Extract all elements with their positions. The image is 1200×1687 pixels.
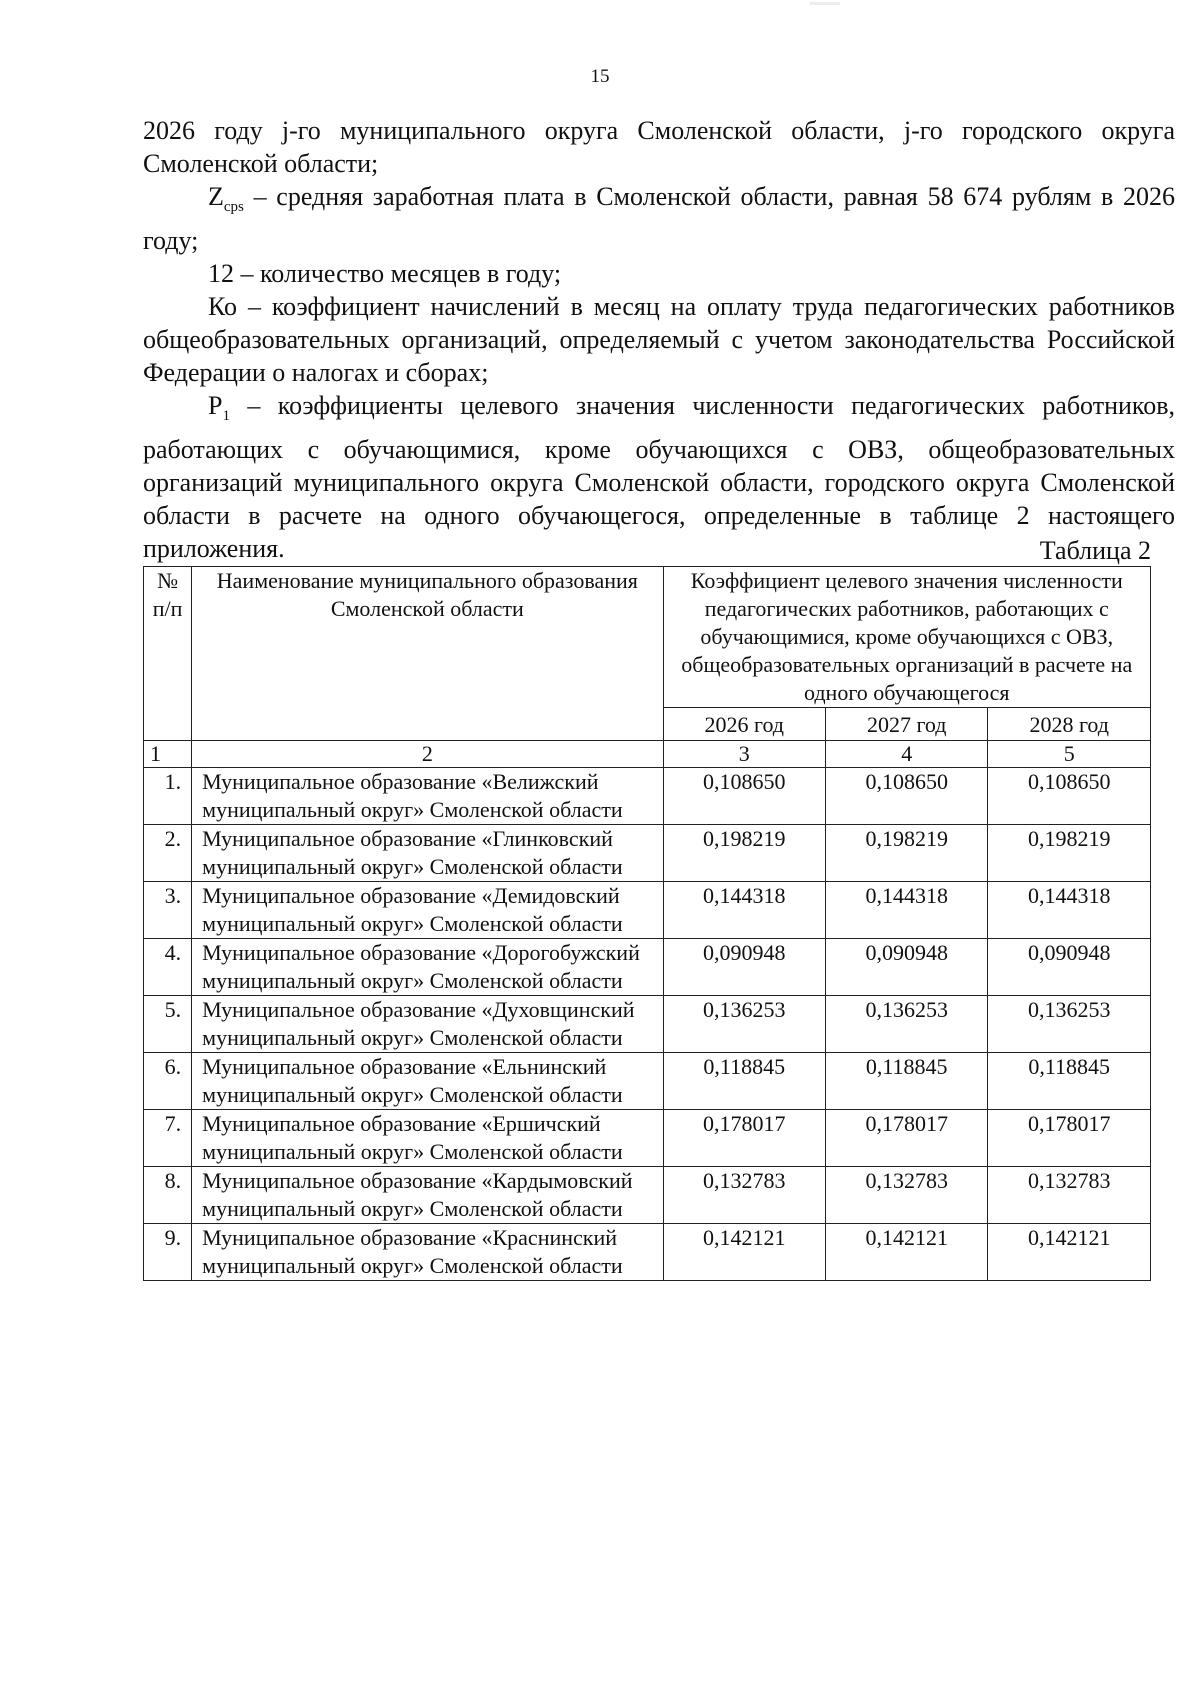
paragraph-months: 12 – количество месяцев в году; bbox=[208, 259, 562, 289]
table-row bbox=[144, 996, 1151, 1053]
municipality-name-cell: Муниципальное образование «Краснинский муниципальный округ» Смоленской области bbox=[192, 1224, 663, 1281]
col-header-coefficient: Коэффициент целевого значения численности педагогических работников, работающих с обучающимися, кроме обучающихся с ОВЗ, общеобразовательных организаций в расчете на одного обучающегося bbox=[663, 567, 1150, 708]
value-2027-cell: 0,178017 bbox=[825, 1110, 987, 1167]
value-2027-cell: 0,144318 bbox=[825, 882, 987, 939]
table-row bbox=[144, 825, 1151, 882]
value-2028-cell: 0,132783 bbox=[988, 1167, 1151, 1224]
municipality-name-cell: Муниципальное образование «Ершичский муниципальный округ» Смоленской области bbox=[192, 1110, 663, 1167]
value-2026-cell: 0,144318 bbox=[663, 882, 825, 939]
value-2027-cell: 0,132783 bbox=[825, 1167, 987, 1224]
value-2026-cell: 0,198219 bbox=[663, 825, 825, 882]
table-row bbox=[144, 768, 1151, 825]
value-2027-cell: 0,136253 bbox=[825, 996, 987, 1053]
value-2027-cell: 0,090948 bbox=[825, 939, 987, 996]
zcps-subscript: cps bbox=[223, 199, 244, 216]
table-caption: Таблица 2 bbox=[1039, 536, 1151, 565]
col-header-name: Наименование муниципального образования Смоленской области bbox=[192, 567, 663, 741]
col-header-2028: 2028 год bbox=[988, 708, 1151, 741]
col-header-2027: 2027 год bbox=[825, 708, 987, 741]
table-body bbox=[144, 768, 1151, 1281]
col-header-number: № п/п bbox=[144, 567, 192, 741]
p1-symbol: P bbox=[208, 391, 223, 421]
municipality-name-cell: Муниципальное образование «Велижский муниципальный округ» Смоленской области bbox=[192, 768, 663, 825]
value-2028-cell: 0,118845 bbox=[988, 1053, 1151, 1110]
col-number-4: 4 bbox=[825, 741, 987, 768]
col-header-2026: 2026 год bbox=[663, 708, 825, 741]
value-2028-cell: 0,108650 bbox=[988, 768, 1151, 825]
value-2028-cell: 0,090948 bbox=[988, 939, 1151, 996]
p1-definition: – коэффициенты целевого значения численности педагогических работников, работающих с обучающимися, кроме обучающихся с ОВЗ, общеобразовательных организаций муниципального округа Смоленской области, городского округа Смоленской области в расчете на одного обучающегося, определенные в таблице 2 настоящего приложения. bbox=[143, 391, 1175, 564]
row-number-cell: 6. bbox=[144, 1053, 192, 1110]
col-number-3: 3 bbox=[663, 741, 825, 768]
table-row bbox=[144, 1053, 1151, 1110]
value-2026-cell: 0,090948 bbox=[663, 939, 825, 996]
row-number-cell: 3. bbox=[144, 882, 192, 939]
paragraph-continuation: 2026 году j-го муниципального округа Смоленской области, j-го городского округа Смоленской области; bbox=[143, 116, 1175, 178]
value-2028-cell: 0,198219 bbox=[988, 825, 1151, 882]
value-2027-cell: 0,118845 bbox=[825, 1053, 987, 1110]
value-2026-cell: 0,132783 bbox=[663, 1167, 825, 1224]
municipality-name-cell: Муниципальное образование «Глинковский муниципальный округ» Смоленской области bbox=[192, 825, 663, 882]
row-number-cell: 9. bbox=[144, 1224, 192, 1281]
body-text bbox=[143, 114, 1175, 565]
table-column-number-row bbox=[144, 741, 1151, 768]
row-number-cell: 2. bbox=[144, 825, 192, 882]
row-number-cell: 4. bbox=[144, 939, 192, 996]
zcps-symbol: Z bbox=[208, 182, 224, 211]
value-2028-cell: 0,142121 bbox=[988, 1224, 1151, 1281]
value-2027-cell: 0,198219 bbox=[825, 825, 987, 882]
value-2028-cell: 0,136253 bbox=[988, 996, 1151, 1053]
paragraph-ko: Ко – коэффициент начислений в месяц на оплату труда педагогических работников общеобразовательных организаций, определяемый с учетом законодательства Российской Федерации о налогах и сборах; bbox=[143, 292, 1175, 388]
municipality-name-cell: Муниципальное образование «Ельнинский муниципальный округ» Смоленской области bbox=[192, 1053, 663, 1110]
value-2026-cell: 0,108650 bbox=[663, 768, 825, 825]
table-row bbox=[144, 1167, 1151, 1224]
paragraph-zcps bbox=[143, 180, 1175, 257]
row-number-cell: 8. bbox=[144, 1167, 192, 1224]
municipality-name-cell: Муниципальное образование «Дорогобужский муниципальный округ» Смоленской области bbox=[192, 939, 663, 996]
col-number-2: 2 bbox=[192, 741, 663, 768]
table-row bbox=[144, 882, 1151, 939]
row-number-cell: 1. bbox=[144, 768, 192, 825]
table-row bbox=[144, 939, 1151, 996]
value-2028-cell: 0,144318 bbox=[988, 882, 1151, 939]
p1-subscript: 1 bbox=[222, 408, 230, 425]
municipality-name-cell: Муниципальное образование «Духовщинский муниципальный округ» Смоленской области bbox=[192, 996, 663, 1053]
col-number-5: 5 bbox=[988, 741, 1151, 768]
value-2026-cell: 0,118845 bbox=[663, 1053, 825, 1110]
value-2027-cell: 0,108650 bbox=[825, 768, 987, 825]
row-number-cell: 7. bbox=[144, 1110, 192, 1167]
municipality-name-cell: Муниципальное образование «Демидовский муниципальный округ» Смоленской области bbox=[192, 882, 663, 939]
table-header-row bbox=[144, 567, 1151, 708]
page-number: 15 bbox=[590, 66, 610, 87]
row-number-cell: 5. bbox=[144, 996, 192, 1053]
col-number-1: 1 bbox=[144, 741, 192, 768]
value-2026-cell: 0,178017 bbox=[663, 1110, 825, 1167]
table-row bbox=[144, 1224, 1151, 1281]
value-2028-cell: 0,178017 bbox=[988, 1110, 1151, 1167]
scan-mark bbox=[810, 2, 840, 5]
paragraph-p1 bbox=[143, 389, 1175, 565]
municipality-name-cell: Муниципальное образование «Кардымовский муниципальный округ» Смоленской области bbox=[192, 1167, 663, 1224]
value-2026-cell: 0,142121 bbox=[663, 1224, 825, 1281]
zcps-definition: – средняя заработная плата в Смоленской области, равная 58 674 рублям в 2026 году; bbox=[143, 182, 1175, 256]
table-row bbox=[144, 1110, 1151, 1167]
coefficient-table bbox=[143, 566, 1151, 1281]
value-2027-cell: 0,142121 bbox=[825, 1224, 987, 1281]
value-2026-cell: 0,136253 bbox=[663, 996, 825, 1053]
